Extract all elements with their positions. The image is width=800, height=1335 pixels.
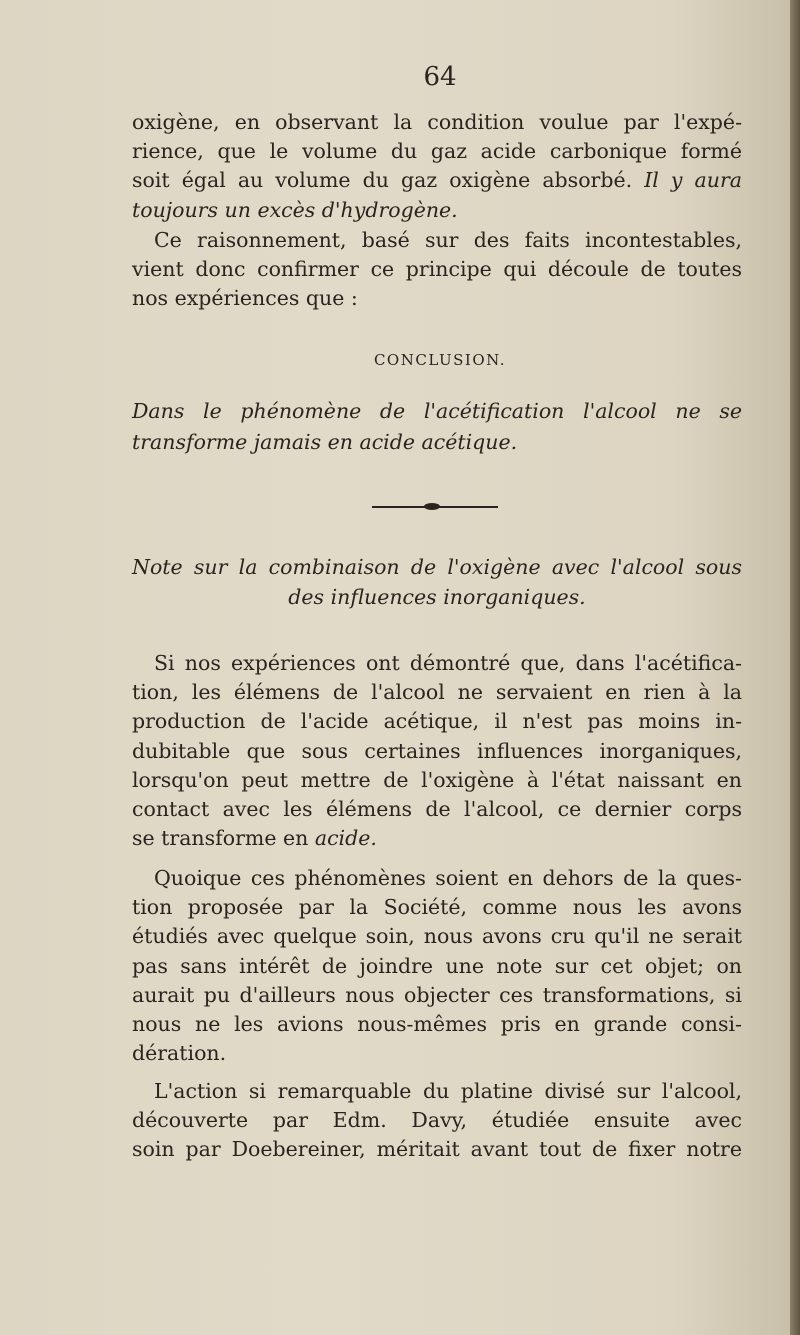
text-line: nous ne les avions nous-mêmes pris en grande consi- [132,1012,742,1037]
note-title [132,552,742,612]
text-line: vient donc confirmer ce principe qui découle de toutes [132,257,742,282]
note-title-line: Note sur la combinaison de l'oxigène avec l'alcool sous [132,555,742,579]
italic-word: acide. [314,826,377,851]
page-number: 64 [423,62,457,92]
text-line: dération. [132,1041,227,1066]
page-edge [790,0,800,1335]
second-paragraph [132,226,742,314]
divider-ornament [424,503,440,510]
text-line-start: soit égal au volume du gaz oxigène absorbé. [132,168,633,193]
section-divider [372,506,498,508]
text-line: aurait pu d'ailleurs nous objecter ces transformations, si [132,982,742,1007]
paragraph-5 [132,1077,742,1165]
conclusion-heading: CONCLUSION. [373,351,507,369]
text-line: rience, que le volume du gaz acide carbonique formé [132,139,742,164]
text-line: tion, les élémens de l'alcool ne servaient en rien à la [132,680,742,705]
top-paragraph [132,108,742,225]
text-line [132,824,742,853]
paragraph-4 [132,864,742,1068]
text-line: L'action si remarquable du platine divisé sur l'alcool, [154,1079,742,1103]
text-line: pas sans intérêt de joindre une note sur cet objet; on [132,953,742,978]
italic-phrase: Il y aura [644,168,742,193]
text-line: Quoique ces phénomènes soient en dehors de la ques- [154,866,742,890]
text-line: production de l'acide acétique, il n'est pas moins in- [132,709,742,734]
text-line: Si nos expériences ont démontré que, dans l'acétifica- [154,651,742,675]
text-line-start: se transforme en [132,826,309,851]
text-line: soin par Doebereiner, méritait avant tout de fixer notre [132,1137,742,1162]
text-line: Ce raisonnement, basé sur des faits incontestables, [154,228,742,252]
text-line [132,166,742,195]
text-line: tion proposée par la Société, comme nous les avons [132,895,742,920]
text-line: lorsqu'on peut mettre de l'oxigène à l'état naissant en [132,767,742,792]
text-line: Dans le phénomène de l'acétification l'alcool ne se [132,399,742,423]
text-line: transforme jamais en acide acétique. [132,430,518,454]
text-line: contact avec les élémens de l'alcool, ce dernier corps [132,797,742,822]
text-line: toujours un excès d'hydrogène. [132,197,458,222]
note-title-line: des influences inorganiques. [288,585,586,609]
text-line: nos expériences que : [132,286,358,311]
text-line: dubitable que sous certaines influences inorganiques, [132,738,742,763]
paragraph-3 [132,649,742,853]
text-line: étudiés avec quelque soin, nous avons cru qu'il ne serait [132,924,742,949]
text-line: oxigène, en observant la condition voulue par l'expé- [132,110,742,134]
conclusion-text [132,396,742,458]
text-line: découverte par Edm. Davy, étudiée ensuite avec [132,1108,742,1133]
